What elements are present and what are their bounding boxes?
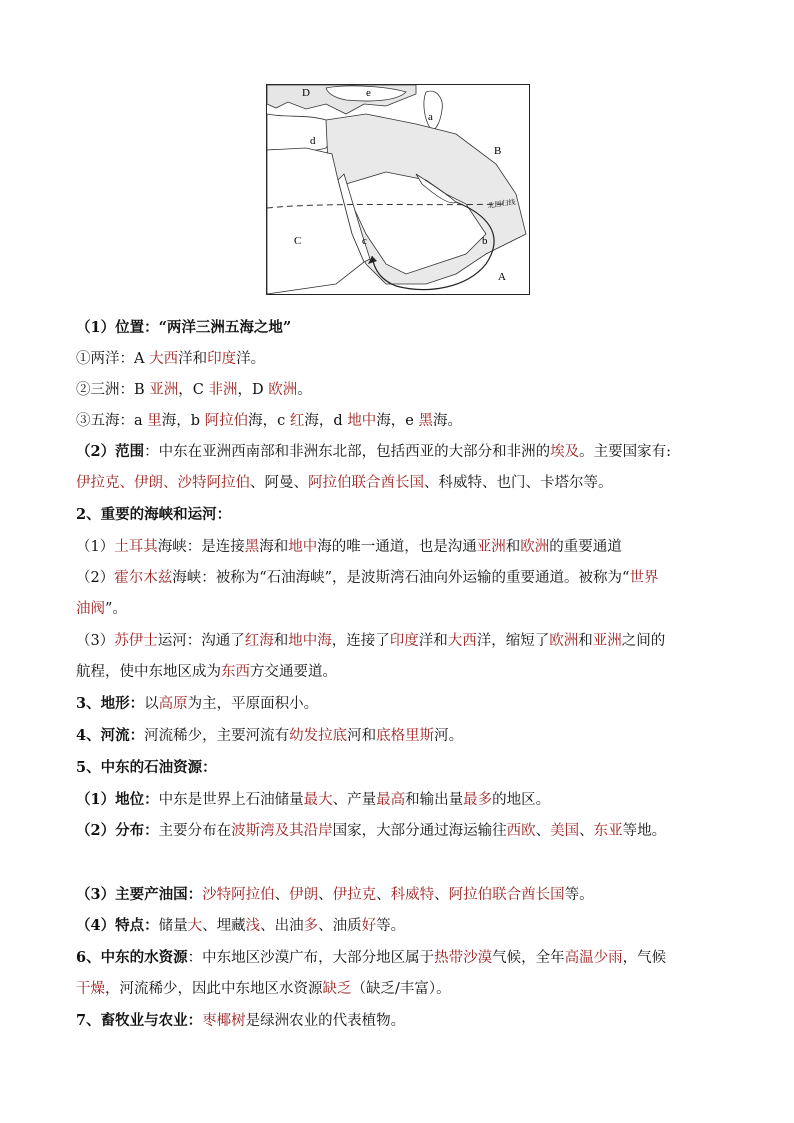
text: ②三洲：B [76,382,150,398]
text: （缺乏/丰富）。 [351,981,451,997]
text: 、油质 [318,918,362,934]
s3-l3b [76,662,337,682]
text: 海，e [376,413,419,429]
keyword: 大西 [149,351,179,367]
keyword: 高原 [158,696,188,712]
keyword: 多 [303,918,319,934]
text: 等。 [564,887,594,903]
keyword: 亚洲 [592,633,622,649]
s3-title: 2、重要的海峡和运河： [76,506,232,523]
text: 和 [505,539,521,555]
keyword: 霍尔木兹 [114,570,173,586]
text: 、 [535,823,551,839]
s6-l3 [76,885,594,905]
s1-title: （1）位置：“两洋三洲五海之地” [76,319,292,336]
text: 、 [376,887,391,903]
label: 4、河流： [76,727,145,744]
map-label-d: d [310,135,316,147]
text: 和输出量 [405,792,464,808]
keyword: 好 [361,918,377,934]
keyword: 地中 [347,413,377,429]
text: 等地。 [622,823,667,839]
text: 的地区。 [492,792,551,808]
keyword: 里 [147,413,162,429]
s2-line2 [76,473,613,493]
text: 。主要国家有: [579,444,671,460]
s8-line [76,1011,405,1031]
text: 、 [318,887,333,903]
s2-line1 [76,442,671,462]
s1-seas [76,411,462,431]
label: 3、地形： [76,695,145,712]
keyword: 科威特 [390,887,435,903]
keyword: 非洲 [208,382,238,398]
text: 海峡：被称为“石油海峡”，是波斯湾石油向外运输的重要通道。被称为“ [172,570,630,586]
text: 主要分布在 [158,823,232,839]
keyword: 幼发拉底 [289,728,348,744]
s7-line2 [76,979,451,999]
text: 国家，大部分通过海运输往 [332,823,507,839]
map-label-tropic: 北回归线 [487,198,517,210]
keyword: 枣椰树 [202,1013,246,1029]
keyword: 土耳其 [114,539,158,555]
text: 为主，平原面积小。 [187,696,319,712]
text: 、 [579,823,594,839]
s6-l4 [76,916,405,936]
keyword: 黑 [418,413,434,429]
keyword: 干燥 [76,981,105,997]
text: 海，b [161,413,205,429]
s6-l2 [76,821,666,841]
s6-title: 5、中东的石油资源： [76,759,217,776]
s1-continents [76,380,312,400]
s3-l2a [76,568,658,588]
keyword: 欧洲 [549,633,579,649]
text: （2） [76,570,115,586]
label: （1）地位： [76,791,159,808]
keyword: 油阀 [76,601,105,617]
keyword: 苏伊士 [114,633,158,649]
keyword: 亚洲 [149,382,179,398]
map-label-c: c [362,235,367,247]
text: 的重要通道 [549,539,622,555]
keyword: 浅 [245,918,261,934]
label: 7、畜牧业与农业： [76,1012,203,1029]
keyword: 美国 [550,823,580,839]
text: 洋和 [418,633,448,649]
keyword: 沙特阿拉伯 [202,887,275,903]
keyword: 地中 [288,539,318,555]
text: （1） [76,539,115,555]
text: 河和 [347,728,377,744]
text: ，连接了 [331,633,390,649]
map-label-C: C [294,235,302,247]
map-label-a: a [428,111,433,123]
keyword: 阿拉伯联合酋长国 [308,475,424,491]
text: 、阿曼、 [250,475,308,491]
text: ：中东地区沙漠广布，大部分地区属于 [187,950,435,966]
keyword: 高温少雨 [564,950,623,966]
text: 储量 [158,918,188,934]
keyword: 大西 [447,633,477,649]
keyword: 最多 [463,792,493,808]
keyword: 埃及 [550,444,580,460]
middle-east-map [266,84,530,295]
label: 6、中东的水资源 [76,949,188,966]
text: ：中东在亚洲西南部和非洲东北部，包括西亚的大部分和非洲的 [144,444,551,460]
text: ，D [237,382,269,398]
text: 和 [578,633,593,649]
s4-line [76,694,318,714]
s3-l3a [76,631,665,651]
text: 、科威特、也门、卡塔尔等。 [424,475,613,491]
text: 洋，缩短了 [476,633,550,649]
text: 洋和 [178,351,208,367]
text: 和 [273,633,289,649]
map-mediterranean [267,114,332,151]
text: 河。 [434,728,464,744]
text: 海。 [433,413,463,429]
label: （2）范围 [76,443,145,460]
keyword: 伊拉克、伊朗、沙特阿拉伯 [76,475,250,491]
text: 运河：沟通了 [157,633,245,649]
text: 海的唯一通道，也是沟通 [317,539,477,555]
keyword: 世界 [629,570,659,586]
text: ①两洋：A [76,351,150,367]
s7-line1 [76,948,666,968]
text: 、 [434,887,449,903]
keyword: 底格里斯 [376,728,435,744]
s3-l2b [76,599,127,619]
keyword: 欧洲 [520,539,550,555]
text: ”。 [105,601,127,617]
text: 以 [144,696,159,712]
map-label-b: b [482,235,488,247]
keyword: 欧洲 [268,382,298,398]
text: 、产量 [332,792,377,808]
text: 等。 [376,918,406,934]
keyword: 东西 [221,664,250,680]
keyword: 红海 [244,633,274,649]
map-label-A: A [498,271,506,283]
map-label-B: B [494,145,502,157]
text: 、埋藏 [202,918,246,934]
keyword: 黑 [244,539,260,555]
text: 海，d [304,413,348,429]
label: （2）分布： [76,822,159,839]
text: 气候，全年 [492,950,565,966]
keyword: 西欧 [506,823,536,839]
keyword: 印度 [207,351,237,367]
s3-l1 [76,537,622,557]
text: （3） [76,633,115,649]
keyword: 东亚 [593,823,623,839]
keyword: 最大 [303,792,333,808]
text: 方交通要道。 [250,664,337,680]
text: ③五海：a [76,413,148,429]
label: （3）主要产油国： [76,886,203,903]
text: 河流稀少，主要河流有 [144,728,290,744]
keyword: 波斯湾及其沿岸 [231,823,333,839]
text: ，气候 [622,950,667,966]
keyword: 地中海 [288,633,332,649]
s6-l1 [76,790,550,810]
keyword: 缺乏 [322,981,352,997]
keyword: 伊拉克 [332,887,377,903]
text: ，C [178,382,209,398]
text: 中东是世界上石油储量 [158,792,304,808]
keyword: 热带沙漠 [434,950,493,966]
text: 、出油 [260,918,304,934]
text: 。 [297,382,312,398]
keyword: 阿拉伯 [204,413,249,429]
label: （4）特点： [76,917,159,934]
map-label-D: D [302,87,310,99]
s5-line [76,726,463,746]
text: 洋。 [236,351,266,367]
s1-oceans [76,349,265,369]
map-label-e: e [366,87,371,99]
keyword: 亚洲 [476,539,506,555]
text: 、 [274,887,290,903]
keyword: 大 [187,918,203,934]
keyword: 最高 [376,792,406,808]
text: 海峡：是连接 [157,539,245,555]
text: ，河流稀少，因此中东地区水资源 [105,981,323,997]
keyword: 伊朗 [289,887,319,903]
text: 是绿洲农业的代表植物。 [245,1013,406,1029]
keyword: 阿拉伯联合酋长国 [448,887,565,903]
text: 之间的 [621,633,666,649]
text: 航程，使中东地区成为 [76,664,221,680]
keyword: 红 [289,413,305,429]
text: 海，c [248,413,290,429]
keyword: 印度 [389,633,419,649]
text: 海和 [259,539,289,555]
